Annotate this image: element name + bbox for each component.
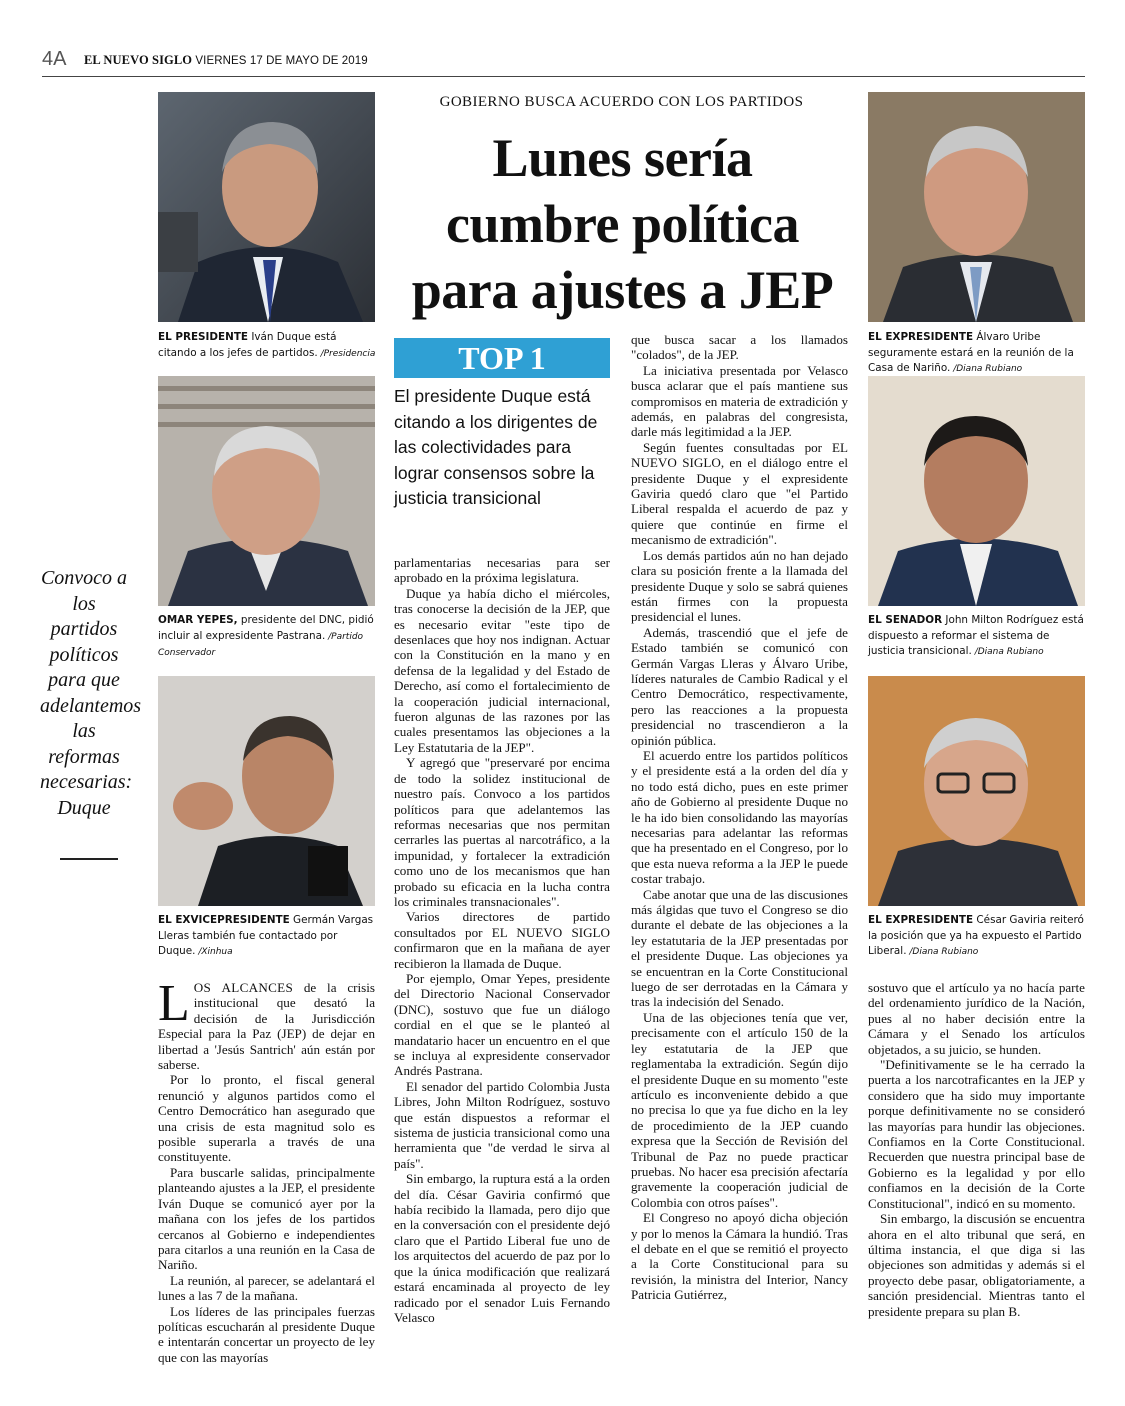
paragraph: "Definitivamente se le ha cerrado la puerta a los narcotraficantes en la JEP y considero que ha sido muy importante porque definitivamente no se consideró las mayorías para hundir las objeciones. Confiamos en la Corte Constitucional. Recuerden que nuestra principal base de Gobierno es la legalidad y por ello confiamos en la decisión de la Corte Constitucional", indicó en su momento. [868,1057,1085,1211]
caption-cesar-gaviria: EL EXPRESIDENTE César Gaviria reiteró la posición que ya ha expuesto el Partido Liberal. /Diana Rubiano [868,914,1084,957]
paragraph: El acuerdo entre los partidos políticos y el presidente está a la orden del día y no todo está dicho, pues en este primer año de Gobierno al presidente Duque no le ha ido bien consolidando las mayorías necesarias para adelantar las reformas que ha presentado en el Congreso, por lo que esta nueva reforma a la JEP le puede costar trabajo. [631,747,848,887]
paragraph: Según fuentes consultadas por EL NUEVO SIGLO, en el diálogo entre el presidente Duque y el expresidente Gaviria quedó claro que "el Partido Liberal respalda el acuerdo de paz y quiere que continúe en firme el mecanismo de extradición". [631,439,848,548]
page-number: 4A [42,48,67,70]
drop-cap: L [158,975,190,1032]
paragraph: Y agregó que "preservaré por encima de todo la solidez institucional de nuestro país. Convoco a los partidos políticos para que adelantemos las reformas necesarias que nos permitan cerrarles las puertas al narcotráfico, a la impunidad, y fortalecer la extradición como uno de los mecanismos que han probado su eficacia en la lucha contra los criminales transnacionales". [394,755,610,909]
caption-german-vargas-lleras: EL EXVICEPRESIDENTE Germán Vargas Lleras también fue contactado por Duque. /Xinhua [158,914,374,957]
pull-quote: Convoco a los partidos políticos para que adelantemos las reformas necesarias: Duque [40,567,142,819]
paragraph: Además, trascendió que el jefe de Estado también se comunicó con Germán Vargas Lleras y Álvaro Uribe, líderes naturales de Cambio Radical y el Centro Democrático, respectivamente, pero las reacciones a la propuesta presidencial no trascendieron a la opinión pública. [631,624,848,748]
paragraph: Los líderes de las principales fuerzas políticas escucharán al presidente Duque e intentarán concertar un proyecto de ley que con las mayorías [158,1303,375,1365]
headline-line-2: cumbre política [446,194,799,254]
photo-omar-yepes [158,376,375,606]
paragraph: Sin embargo, la discusión se encuentra ahora en el alto tribunal que será, en última instancia, el que diga si las objeciones son admitidas y además si el proyecto debe pasar, obligatoriamente, a sanción presidencial. Mientras tanto el presidente prepara su plan B. [868,1211,1085,1319]
article-summary: El presidente Duque está citando a los dirigentes de las colectividades para lograr consensos sobre la justicia transicional [394,386,598,508]
photo-alvaro-uribe [868,92,1085,322]
paragraph: La iniciativa presentada por Velasco busca aclarar que el país mantiene sus compromisos en materia de extradición y además, en palabras del congresista, darle más legitimidad a la JEP. [631,362,848,440]
caption-omar-yepes: OMAR YEPES, presidente del DNC, pidió incluir al expresidente Pastrana. /Partido Conservador [158,614,374,658]
paragraph: Cabe anotar que una de las discusiones más álgidas que tuvo el Congreso se dio durante el debate de las objeciones a la ley estatutaria de la JEP presentadas por el presidente Duque. Las objeciones ya se encuentran en la Corte Constitucional luego de ser derrotadas en la Cámara y tras la indecisión del Senado. [631,886,848,1010]
caption-ivan-duque: EL PRESIDENTE Iván Duque está citando a los jefes de partidos. /Presidencia [158,331,376,359]
article-headline [380,125,865,323]
masthead [84,53,368,68]
caption-alvaro-uribe: EL EXPRESIDENTE Álvaro Uribe seguramente estará en la reunión de la Casa de Nariño. /Diana Rubiano [868,331,1074,374]
paragraph: que busca sacar a los llamados "colados", de la JEP. [631,332,848,363]
photo-john-milton-rodriguez [868,376,1085,606]
headline-line-3: para ajustes a JEP [411,260,834,320]
paragraph: Por ejemplo, Omar Yepes, presidente del Directorio Nacional Conservador (DNC), sostuvo que fue un diálogo cordial en el que se le planteó al mandatario hacer un encuentro en el que se incluya al expresidente conservador Andrés Pastrana. [394,970,610,1079]
body-column-3 [631,332,848,1303]
body-column-2 [394,555,610,1325]
paragraph: Sin embargo, la ruptura está a la orden del día. César Gaviria confirmó que había recibido la llamada, pero dijo que en la conversación con el presidente dejó claro que el Partido Liberal fue uno de los arquitectos del acuerdo de paz por lo que la única modificación que realizará estará encaminada al proyecto de ley radicado por el senador Luis Fernando Velasco [394,1171,610,1325]
paragraph: sostuvo que el artículo ya no hacía parte del ordenamiento jurídico de la Nación, pues al no haber decisión entre la Cámara y el Senado los artículos objetados, a su juicio, se hunden. [868,980,1085,1057]
article-kicker: GOBIERNO BUSCA ACUERDO CON LOS PARTIDOS [439,94,804,110]
body-column-1 [158,975,375,1365]
photo-cesar-gaviria [868,676,1085,906]
paragraph: Duque ya había dicho el miércoles, tras conocerse la decisión de la JEP, que es necesario evitar "este tipo de desenlaces que hoy nos indignan. Actuar con la Constitución en la mano y en defensa de la legalidad y del Estado de Derecho, así como el fortalecimiento de la cooperación judicial internacional, fueron algunas de las razones por las cuales presentamos las objeciones a la Ley Estatutaria de la JEP". [394,585,610,755]
page-header [42,48,1085,77]
paragraph: LOS ALCANCES de la crisis institucional que desató la decisión de la Jurisdicción Especial para la Paz (JEP) de dejar en libertad a 'Jesús Santrich' aún están por saberse. [158,975,375,1073]
paragraph: Para buscarle salidas, principalmente planteando ajustes a la JEP, el presidente Iván Duque se comunicó ayer por la mañana con los jefes de los partidos cercanos al Gobierno e independientes para citarlos a una reunión en la Casa de Nariño. [158,1164,375,1273]
photo-ivan-duque [158,92,375,322]
paragraph: Por lo pronto, el fiscal general renunció y algunos partidos como el Centro Democrático han asegurado que una crisis de esta magnitud solo es posible superarla a través de una constituyente. [158,1072,375,1165]
paragraph: El senador del partido Colombia Justa Libres, John Milton Rodríguez, sostuvo que están dispuestos a reformar el sistema de justicia transicional como una herramienta que "de verdad le sirva al país". [394,1078,610,1171]
paragraph: Una de las objeciones tenía que ver, precisamente con el artículo 150 de la ley estatutaria de la JEP que reglamentaba la extradición. Según dijo el presidente Duque en su momento "este artículo es inconveniente debido a que no precisa lo que ya fue dicho en la ley de procedimiento de la JEP cuando expresa que la Sección de Revisión del Tribunal de Paz no puede practicar pruebas. No hacer esa precisión afectaría gravemente la cooperación judicial de Colombia con otros países". [631,1009,848,1210]
photo-german-vargas-lleras [158,676,375,906]
body-column-4 [868,980,1085,1319]
paragraph: Varios directores de partido consultados por EL NUEVO SIGLO confirmaron que en la mañana de ayer recibieron la llamada de Duque. [394,909,610,971]
caption-john-milton-rodriguez: EL SENADOR John Milton Rodríguez está dispuesto a reformar el sistema de justicia transicional. /Diana Rubiano [868,614,1084,657]
lead-smallcaps: OS ALCANCES [193,980,294,995]
publication-name: EL NUEVO SIGLO [84,53,193,67]
paragraph: parlamentarias necesarias para ser aprobado en la próxima legislatura. [394,555,610,586]
top-label: TOP 1 [394,338,610,378]
paragraph: El Congreso no apoyó dicha objeción y por lo menos la Cámara la hundió. Tras el debate en el que se remitió el proyecto a la Corte Constitucional para su revisión, la ministra del Interior, Nancy Patricia Gutiérrez, [631,1210,848,1303]
paragraph: Los demás partidos aún no han dejado clara su posición frente a la llamada del presidente Duque y solo se sabrá quienes están firmes con la propuesta presidencial el lunes. [631,547,848,625]
headline-line-1: Lunes sería [492,128,753,188]
pull-quote-rule [60,858,118,860]
paragraph: La reunión, al parecer, se adelantará el lunes a las 7 de la mañana. [158,1272,375,1304]
issue-date: VIERNES 17 DE MAYO DE 2019 [195,55,368,67]
